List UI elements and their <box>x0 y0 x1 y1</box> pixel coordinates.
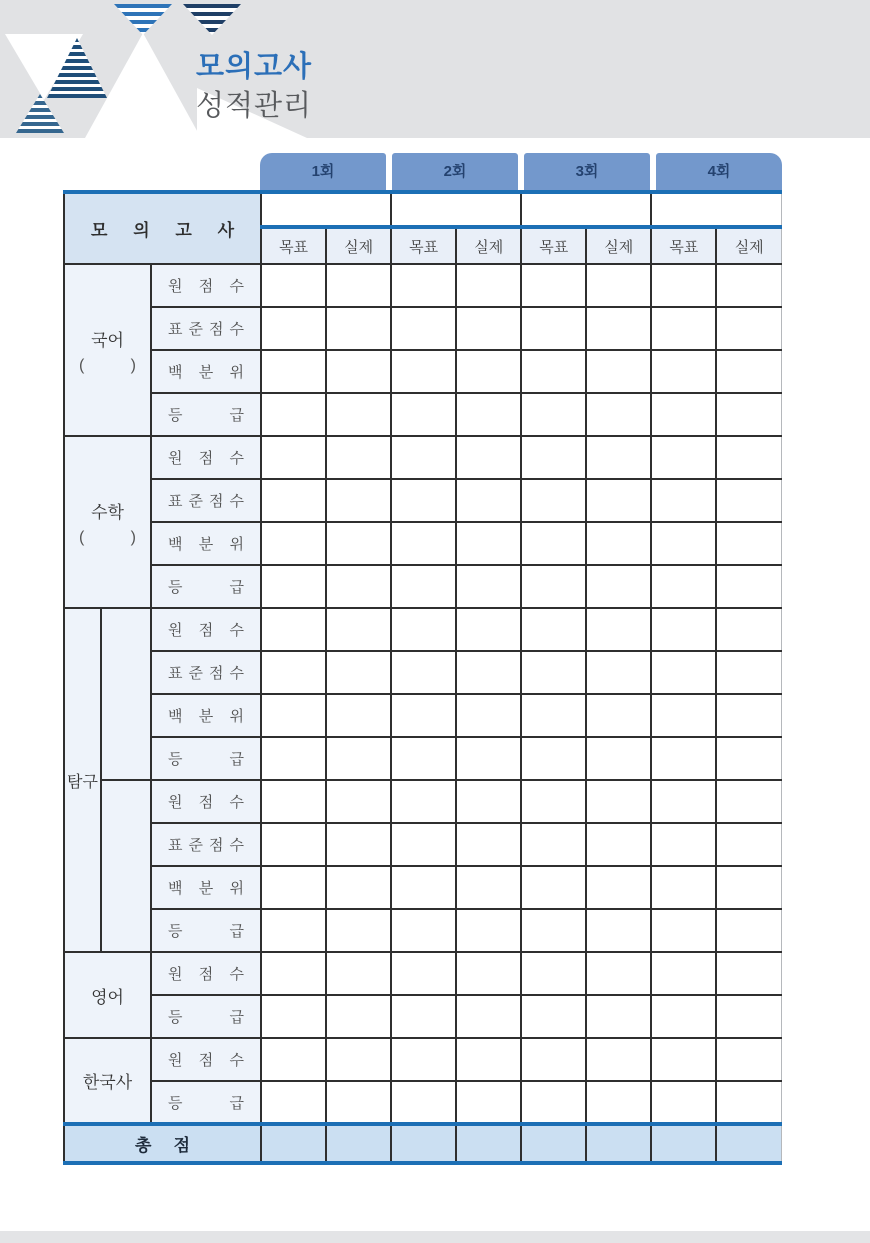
score-cell[interactable] <box>261 522 326 565</box>
score-cell[interactable] <box>716 694 781 737</box>
score-cell[interactable] <box>586 780 651 823</box>
tab-round-4: 4회 <box>656 153 782 190</box>
score-cell[interactable] <box>651 1038 716 1081</box>
score-cell[interactable] <box>716 522 781 565</box>
score-cell[interactable] <box>716 737 781 780</box>
row-label: 원 점 수 <box>151 608 261 651</box>
subject-tamgu <box>64 608 101 952</box>
score-cell[interactable] <box>521 350 586 393</box>
subhead-actual-3: 실제 <box>586 227 651 264</box>
score-cell[interactable] <box>521 952 586 995</box>
subject-tamgu-label: 탐구 <box>67 773 98 791</box>
score-cell[interactable] <box>521 1081 586 1124</box>
row-label: 등 급 <box>151 995 261 1038</box>
score-cell[interactable] <box>586 264 651 307</box>
score-cell[interactable] <box>456 350 521 393</box>
page-title-line2: 성적관리 <box>196 90 313 122</box>
score-cell[interactable] <box>326 651 391 694</box>
score-cell[interactable] <box>326 264 391 307</box>
score-cell[interactable] <box>261 995 326 1038</box>
page-titles <box>196 48 312 126</box>
score-cell[interactable] <box>261 866 326 909</box>
score-cell[interactable] <box>521 436 586 479</box>
score-cell[interactable] <box>261 436 326 479</box>
score-cell[interactable] <box>716 823 781 866</box>
score-cell[interactable] <box>586 651 651 694</box>
score-cell[interactable] <box>326 909 391 952</box>
score-cell[interactable] <box>651 393 716 436</box>
score-cell[interactable] <box>326 866 391 909</box>
score-cell[interactable] <box>716 479 781 522</box>
score-cell[interactable] <box>326 823 391 866</box>
row-label: 백 분 위 <box>151 522 261 565</box>
total-cell[interactable] <box>716 1124 781 1163</box>
score-cell[interactable] <box>716 393 781 436</box>
row-label: 원 점 수 <box>151 436 261 479</box>
score-cell[interactable] <box>456 264 521 307</box>
logo-striped-triangle-up-small <box>16 94 64 133</box>
score-cell[interactable] <box>586 952 651 995</box>
score-cell[interactable] <box>651 307 716 350</box>
score-cell[interactable] <box>716 350 781 393</box>
score-cell[interactable] <box>716 995 781 1038</box>
score-cell[interactable] <box>586 436 651 479</box>
score-cell[interactable] <box>326 608 391 651</box>
score-cell[interactable] <box>651 565 716 608</box>
page-header <box>0 0 870 138</box>
subject-history-label: 한국사 <box>82 1073 133 1092</box>
score-cell[interactable] <box>586 565 651 608</box>
tab-round-2: 2회 <box>392 153 518 190</box>
score-cell[interactable] <box>261 264 326 307</box>
tab-round-1: 1회 <box>260 153 386 190</box>
subject-korean-label: 국어 <box>91 330 124 350</box>
page-title-line1: 모의고사 <box>196 51 313 83</box>
score-cell[interactable] <box>456 651 521 694</box>
score-cell[interactable] <box>716 264 781 307</box>
subhead-actual-2: 실제 <box>456 227 521 264</box>
score-cell[interactable] <box>456 608 521 651</box>
row-label: 등 급 <box>151 909 261 952</box>
row-label: 백 분 위 <box>151 866 261 909</box>
score-cell[interactable] <box>716 909 781 952</box>
score-cell[interactable] <box>261 307 326 350</box>
score-cell[interactable] <box>716 565 781 608</box>
tab-round-3: 3회 <box>524 153 650 190</box>
exam-round-tabs <box>260 153 782 190</box>
total-cell[interactable] <box>261 1124 326 1163</box>
logo-striped-triangle-down-navy <box>183 4 241 35</box>
score-cell[interactable] <box>521 393 586 436</box>
score-cell[interactable] <box>651 479 716 522</box>
score-cell[interactable] <box>456 909 521 952</box>
score-cell[interactable] <box>391 608 456 651</box>
row-label: 원 점 수 <box>151 1038 261 1081</box>
score-cell[interactable] <box>261 393 326 436</box>
score-cell[interactable] <box>391 952 456 995</box>
score-cell[interactable] <box>651 608 716 651</box>
row-label: 원 점 수 <box>151 780 261 823</box>
score-cell[interactable] <box>391 479 456 522</box>
subject-history <box>64 1038 151 1124</box>
score-cell[interactable] <box>456 866 521 909</box>
score-cell[interactable] <box>456 737 521 780</box>
score-cell[interactable] <box>651 909 716 952</box>
score-cell[interactable] <box>521 264 586 307</box>
score-cell[interactable] <box>456 995 521 1038</box>
score-cell[interactable] <box>326 307 391 350</box>
score-cell[interactable] <box>586 307 651 350</box>
score-cell[interactable] <box>651 264 716 307</box>
score-cell[interactable] <box>261 651 326 694</box>
date-cell-round3[interactable] <box>521 192 651 227</box>
score-cell[interactable] <box>391 393 456 436</box>
score-cell[interactable] <box>651 651 716 694</box>
total-cell[interactable] <box>521 1124 586 1163</box>
score-cell[interactable] <box>651 866 716 909</box>
subhead-actual-1: 실제 <box>326 227 391 264</box>
score-cell[interactable] <box>521 307 586 350</box>
score-cell[interactable] <box>521 608 586 651</box>
score-cell[interactable] <box>391 909 456 952</box>
score-cell[interactable] <box>391 995 456 1038</box>
score-cell[interactable] <box>521 694 586 737</box>
score-cell[interactable] <box>521 522 586 565</box>
subject-english-label: 영어 <box>91 987 124 1007</box>
score-cell[interactable] <box>521 866 586 909</box>
date-cell-round4[interactable] <box>651 192 781 227</box>
row-label: 등 급 <box>151 1081 261 1124</box>
score-cell[interactable] <box>586 737 651 780</box>
total-cell[interactable] <box>326 1124 391 1163</box>
row-label: 등 급 <box>151 737 261 780</box>
score-table <box>63 190 782 1165</box>
score-cell[interactable] <box>261 1081 326 1124</box>
subject-korean-paren: ( ) <box>79 356 136 374</box>
score-cell[interactable] <box>326 479 391 522</box>
score-cell[interactable] <box>521 1038 586 1081</box>
score-cell[interactable] <box>326 436 391 479</box>
footer-bar <box>0 1231 870 1243</box>
score-cell[interactable] <box>261 952 326 995</box>
corner-header-label: 모 의 고 사 <box>91 221 235 240</box>
score-cell[interactable] <box>586 393 651 436</box>
score-cell[interactable] <box>651 780 716 823</box>
subject-math <box>64 436 151 608</box>
score-cell[interactable] <box>391 565 456 608</box>
score-cell[interactable] <box>521 479 586 522</box>
score-cell[interactable] <box>456 694 521 737</box>
row-label: 표 준 점 수 <box>151 479 261 522</box>
row-label: 등 급 <box>151 565 261 608</box>
logo-striped-triangle-down-blue <box>114 4 172 35</box>
score-cell[interactable] <box>326 952 391 995</box>
subhead-goal-4: 목표 <box>651 227 716 264</box>
score-cell[interactable] <box>521 780 586 823</box>
score-cell[interactable] <box>586 1038 651 1081</box>
score-cell[interactable] <box>586 522 651 565</box>
score-cell[interactable] <box>261 350 326 393</box>
score-cell[interactable] <box>651 952 716 995</box>
score-cell[interactable] <box>586 909 651 952</box>
score-cell[interactable] <box>456 393 521 436</box>
score-cell[interactable] <box>326 350 391 393</box>
total-cell[interactable] <box>586 1124 651 1163</box>
score-cell[interactable] <box>651 823 716 866</box>
score-cell[interactable] <box>586 1081 651 1124</box>
score-cell[interactable] <box>716 651 781 694</box>
score-cell[interactable] <box>326 565 391 608</box>
total-cell[interactable] <box>391 1124 456 1163</box>
score-cell[interactable] <box>586 866 651 909</box>
score-cell[interactable] <box>716 307 781 350</box>
score-cell[interactable] <box>651 694 716 737</box>
logo-white-triangle-up <box>85 33 201 138</box>
score-cell[interactable] <box>261 608 326 651</box>
score-cell[interactable] <box>651 995 716 1038</box>
score-cell[interactable] <box>456 823 521 866</box>
score-cell[interactable] <box>391 823 456 866</box>
row-label: 표 준 점 수 <box>151 651 261 694</box>
score-cell[interactable] <box>521 909 586 952</box>
score-cell[interactable] <box>391 436 456 479</box>
score-cell[interactable] <box>716 608 781 651</box>
score-cell[interactable] <box>326 1038 391 1081</box>
date-cell-round2[interactable] <box>391 192 521 227</box>
score-cell[interactable] <box>391 350 456 393</box>
score-cell[interactable] <box>391 264 456 307</box>
total-cell[interactable] <box>456 1124 521 1163</box>
score-cell[interactable] <box>521 995 586 1038</box>
score-cell[interactable] <box>261 694 326 737</box>
score-cell[interactable] <box>651 522 716 565</box>
score-cell[interactable] <box>456 307 521 350</box>
score-cell[interactable] <box>456 780 521 823</box>
score-cell[interactable] <box>586 995 651 1038</box>
subhead-goal-3: 목표 <box>521 227 586 264</box>
score-cell[interactable] <box>456 436 521 479</box>
score-cell[interactable] <box>716 1038 781 1081</box>
subject-math-label: 수학 <box>91 502 124 522</box>
score-cell[interactable] <box>391 780 456 823</box>
row-label: 백 분 위 <box>151 694 261 737</box>
score-cell[interactable] <box>586 694 651 737</box>
score-cell[interactable] <box>651 737 716 780</box>
score-cell[interactable] <box>326 694 391 737</box>
score-cell[interactable] <box>326 522 391 565</box>
score-cell[interactable] <box>456 522 521 565</box>
score-cell[interactable] <box>391 1038 456 1081</box>
score-cell[interactable] <box>586 479 651 522</box>
subject-english <box>64 952 151 1038</box>
score-cell[interactable] <box>326 995 391 1038</box>
score-cell[interactable] <box>521 565 586 608</box>
row-label: 원 점 수 <box>151 264 261 307</box>
subhead-goal-2: 목표 <box>391 227 456 264</box>
score-cell[interactable] <box>521 823 586 866</box>
score-cell[interactable] <box>326 780 391 823</box>
score-cell[interactable] <box>586 350 651 393</box>
corner-header <box>64 192 261 264</box>
score-cell[interactable] <box>326 737 391 780</box>
score-cell[interactable] <box>716 866 781 909</box>
score-cell[interactable] <box>716 436 781 479</box>
score-cell[interactable] <box>716 780 781 823</box>
subject-korean <box>64 264 151 436</box>
score-cell[interactable] <box>391 522 456 565</box>
score-cell[interactable] <box>456 479 521 522</box>
score-cell[interactable] <box>456 952 521 995</box>
score-cell[interactable] <box>261 565 326 608</box>
date-cell-round1[interactable] <box>261 192 391 227</box>
score-cell[interactable] <box>716 952 781 995</box>
score-cell[interactable] <box>261 1038 326 1081</box>
score-cell[interactable] <box>521 651 586 694</box>
tamgu-subject2-blank[interactable] <box>101 780 151 952</box>
row-label: 백 분 위 <box>151 350 261 393</box>
score-cell[interactable] <box>651 350 716 393</box>
total-row-label: 총 점 <box>135 1136 191 1155</box>
score-cell[interactable] <box>391 866 456 909</box>
score-cell[interactable] <box>391 651 456 694</box>
row-label: 표 준 점 수 <box>151 307 261 350</box>
score-cell[interactable] <box>391 694 456 737</box>
score-cell[interactable] <box>261 909 326 952</box>
row-label: 원 점 수 <box>151 952 261 995</box>
score-cell[interactable] <box>391 737 456 780</box>
subhead-actual-4: 실제 <box>716 227 781 264</box>
subhead-goal-1: 목표 <box>261 227 326 264</box>
score-cell[interactable] <box>586 823 651 866</box>
score-cell[interactable] <box>261 479 326 522</box>
score-cell[interactable] <box>716 1081 781 1124</box>
score-cell[interactable] <box>261 780 326 823</box>
score-cell[interactable] <box>456 1081 521 1124</box>
score-cell[interactable] <box>391 1081 456 1124</box>
subject-math-paren: ( ) <box>79 528 136 546</box>
score-cell[interactable] <box>326 393 391 436</box>
score-cell[interactable] <box>261 823 326 866</box>
score-cell[interactable] <box>326 1081 391 1124</box>
row-label: 등 급 <box>151 393 261 436</box>
score-cell[interactable] <box>521 737 586 780</box>
total-cell[interactable] <box>651 1124 716 1163</box>
tamgu-subject1-blank[interactable] <box>101 608 151 780</box>
total-row-header <box>64 1124 261 1163</box>
score-cell[interactable] <box>651 1081 716 1124</box>
score-cell[interactable] <box>261 737 326 780</box>
score-cell[interactable] <box>456 1038 521 1081</box>
score-cell[interactable] <box>391 307 456 350</box>
score-cell[interactable] <box>456 565 521 608</box>
score-cell[interactable] <box>651 436 716 479</box>
row-label: 표 준 점 수 <box>151 823 261 866</box>
score-cell[interactable] <box>586 608 651 651</box>
